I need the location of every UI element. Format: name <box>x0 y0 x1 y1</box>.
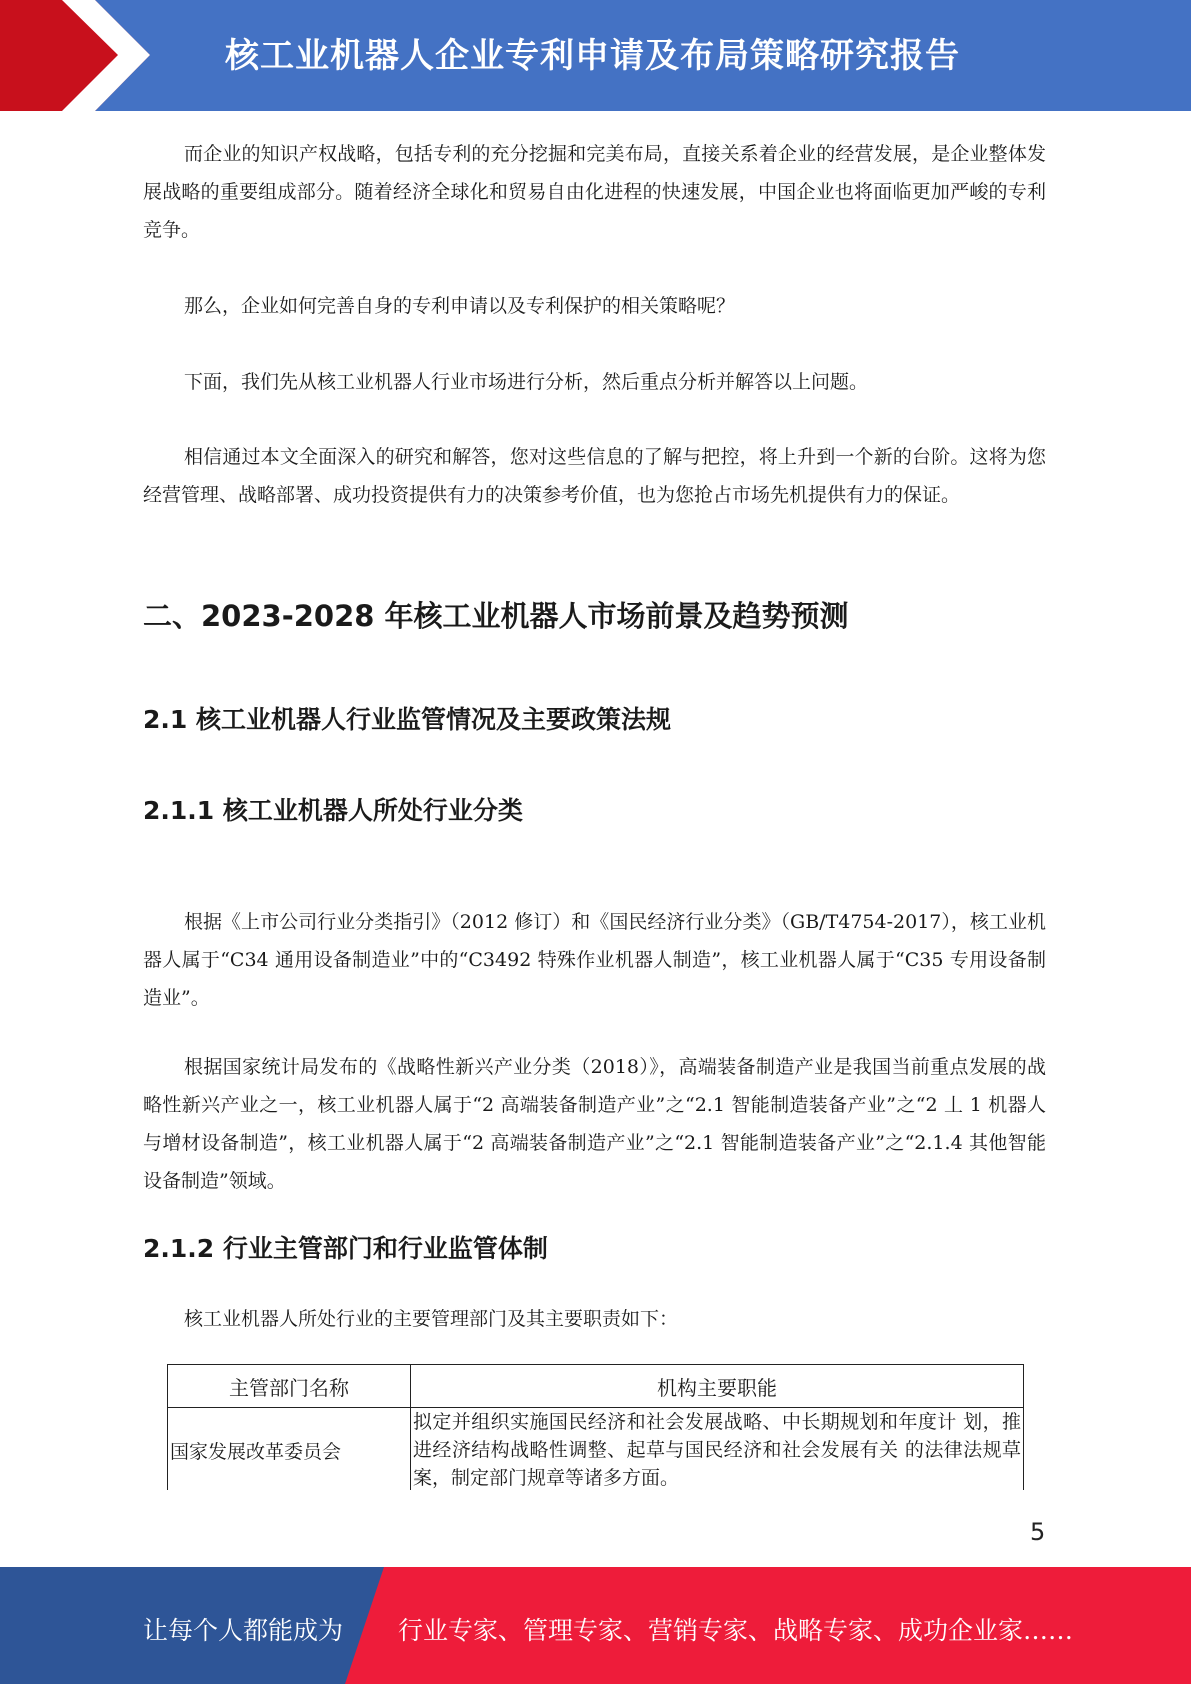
header-chevron-icon <box>0 0 200 111</box>
subsubsection-heading-212: 2.1.2 行业主管部门和行业监管体制 <box>143 1234 548 1263</box>
table-cell-dept: 国家发展改革委员会 <box>168 1408 411 1493</box>
paragraph-classification-1: 根据《上市公司行业分类指引》（2012 修订）和《国民经济行业分类》（GB/T4754-2017），核工业机器人属于“C34 通用设备制造业”中的“C3492 特殊作业机器人制造”，核工业机器人属于“C35 专用设备制造业”。 <box>143 911 1046 1009</box>
intro-paragraph-1: 而企业的知识产权战略，包括专利的充分挖掘和完美布局，直接关系着企业的经营发展，是企业整体发展战略的重要组成部分。随着经济全球化和贸易自由化进程的快速发展，中国企业也将面临更加严峻的专利竞争。 <box>143 143 1046 241</box>
paragraph-departments-intro: 核工业机器人所处行业的主要管理部门及其主要职责如下： <box>184 1308 679 1330</box>
intro-paragraph-4: 相信通过本文全面深入的研究和解答，您对这些信息的了解与把控，将上升到一个新的台阶。这将为您经营管理、战略部署、成功投资提供有力的决策参考价值，也为您抢占市场先机提供有力的保证。 <box>143 446 1046 506</box>
header-banner <box>0 0 1191 111</box>
footer-slogan-left: 让每个人都能成为 <box>143 1616 344 1645</box>
subsubsection-heading-211: 2.1.1 核工业机器人所处行业分类 <box>143 796 523 825</box>
section-heading: 二、2023-2028 年核工业机器人市场前景及趋势预测 <box>143 599 849 633</box>
intro-paragraph-3: 下面，我们先从核工业机器人行业市场进行分析，然后重点分析并解答以上问题。 <box>184 371 869 393</box>
table-row <box>168 1408 1024 1493</box>
table-cell-desc: 拟定并组织实施国民经济和社会发展战略、中长期规划和年度计 划，推进经济结构战略性调整、起草与国民经济和社会发展有关 的法律法规草案，制定部门规章等诸多方面。 <box>411 1408 1024 1493</box>
intro-paragraph-2: 那么，企业如何完善自身的专利申请以及专利保护的相关策略呢？ <box>184 295 736 317</box>
page-number: 5 <box>1030 1518 1046 1546</box>
footer-slogan-right: 行业专家、管理专家、营销专家、战略专家、成功企业家…… <box>398 1616 1074 1645</box>
table-header-row <box>168 1365 1024 1408</box>
footer-banner <box>0 1567 1191 1684</box>
subsection-heading: 2.1 核工业机器人行业监管情况及主要政策法规 <box>143 705 671 734</box>
table-header-dept: 主管部门名称 <box>168 1365 411 1408</box>
table-header-duty: 机构主要职能 <box>411 1365 1024 1408</box>
department-table <box>167 1364 1024 1493</box>
paragraph-classification-2: 根据国家统计局发布的《战略性新兴产业分类（2018）》，高端装备制造产业是我国当前重点发展的战略性新兴产业之一，核工业机器人属于“2 高端装备制造产业”之“2.1 智能制造装备产业”之“2 丄 1 机器人与增材设备制造”，核工业机器人属于“2 高端装备制造产业”之“2.1 智能制造装备产业”之“2.1.4 其他智能设备制造”领域。 <box>143 1056 1046 1192</box>
table-cutoff <box>165 1490 1030 1498</box>
report-title: 核工业机器人企业专利申请及布局策略研究报告 <box>225 36 960 76</box>
